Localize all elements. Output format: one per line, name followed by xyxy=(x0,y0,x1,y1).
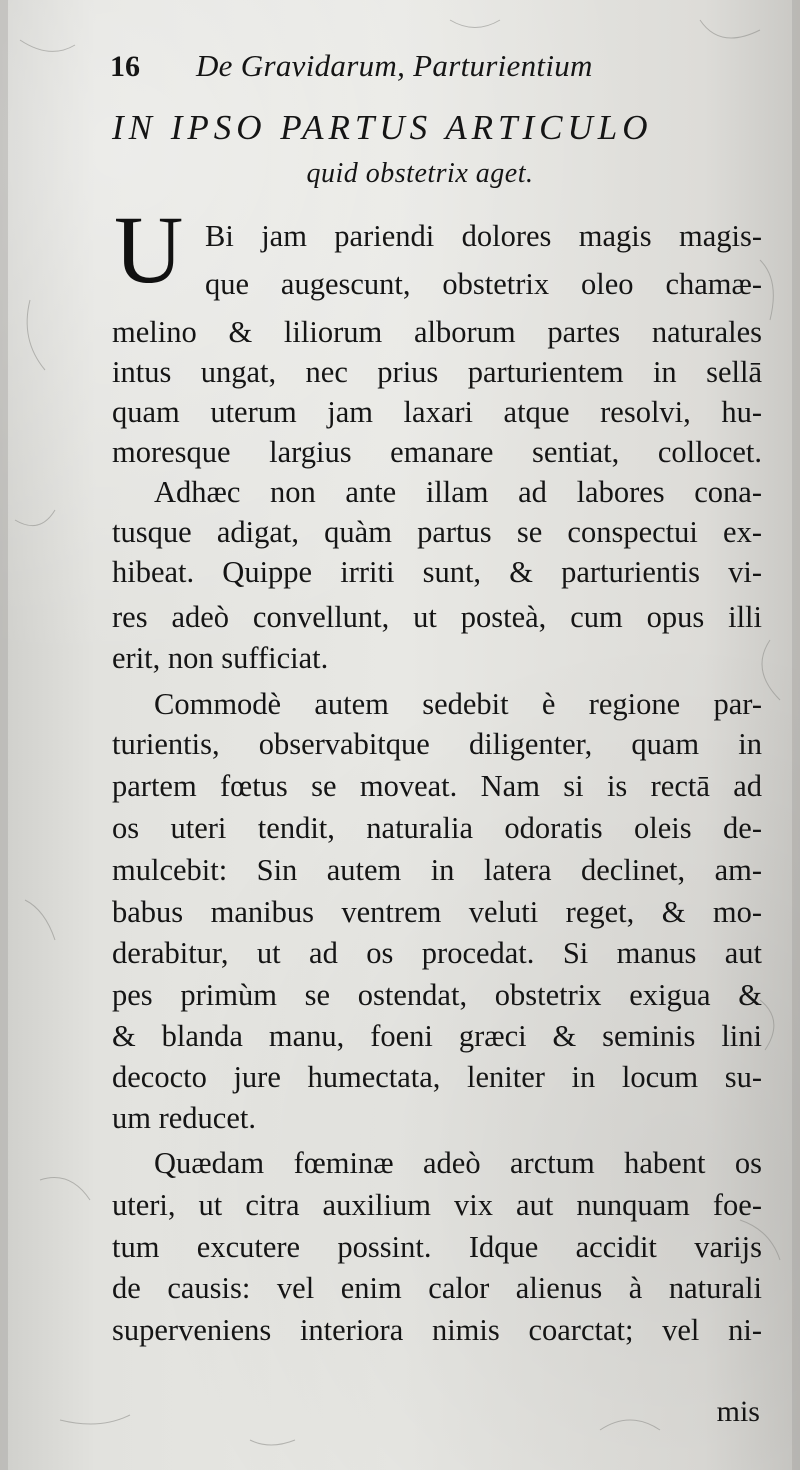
running-title: De Gravidarum, Parturientium xyxy=(196,48,593,83)
text-line: quam uterum jam laxari atque resolvi, hu- xyxy=(112,395,762,429)
text-line: & blanda manu, foeni græci & seminis lini xyxy=(112,1019,762,1053)
text-line: babus manibus ventrem veluti reget, & mo- xyxy=(112,895,762,929)
text-line: mulcebit: Sin autem in latera declinet, am- xyxy=(112,853,762,887)
text-line: uteri, ut citra auxilium vix aut nunquam foe- xyxy=(112,1188,762,1222)
text-line: Quædam fœminæ adeò arctum habent os xyxy=(154,1146,762,1180)
text-line: decocto jure humectata, leniter in locum su- xyxy=(112,1060,762,1094)
text-line: intus ungat, nec prius parturientem in sellā xyxy=(112,355,762,389)
text-line: tum excutere possint. Idque accidit varijs xyxy=(112,1230,762,1264)
text-line: um reducet. xyxy=(112,1101,256,1135)
text-line: que augescunt, obstetrix oleo chamæ- xyxy=(205,267,762,301)
text-line: erit, non sufficiat. xyxy=(112,641,329,675)
text-line: derabitur, ut ad os procedat. Si manus aut xyxy=(112,936,762,970)
text-line: turientis, observabitque diligenter, quam in xyxy=(112,727,762,761)
text-line: Adhæc non ante illam ad labores cona- xyxy=(154,475,762,509)
text-line: os uteri tendit, naturalia odoratis oleis de- xyxy=(112,811,762,845)
section-heading: IN IPSO PARTUS ARTICULO xyxy=(112,108,653,147)
text-line: melino & liliorum alborum partes naturales xyxy=(112,315,762,349)
text-line: superveniens interiora nimis coarctat; vel ni- xyxy=(112,1313,762,1347)
page-number: 16 xyxy=(110,50,140,83)
text-line: hibeat. Quippe irriti sunt, & parturientis vi- xyxy=(112,555,762,589)
section-subheading: quid obstetrix aget. xyxy=(306,158,534,189)
catchword: mis xyxy=(716,1395,760,1428)
text-line: tusque adigat, quàm partus se conspectui ex- xyxy=(112,515,762,549)
text-line: Commodè autem sedebit è regione par- xyxy=(154,687,762,721)
text-line: pes primùm se ostendat, obstetrix exigua & xyxy=(112,978,762,1012)
drop-cap: U xyxy=(114,196,184,303)
text-line: partem fœtus se moveat. Nam si is rectā ad xyxy=(112,769,762,803)
running-head xyxy=(110,48,760,88)
text-line: moresque largius emanare sentiat, collocet. xyxy=(112,435,762,469)
text-line: de causis: vel enim calor alienus à naturali xyxy=(112,1271,762,1305)
text-line: res adeò convellunt, ut posteà, cum opus illi xyxy=(112,600,762,634)
text-line: Bi jam pariendi dolores magis magis- xyxy=(205,219,762,253)
